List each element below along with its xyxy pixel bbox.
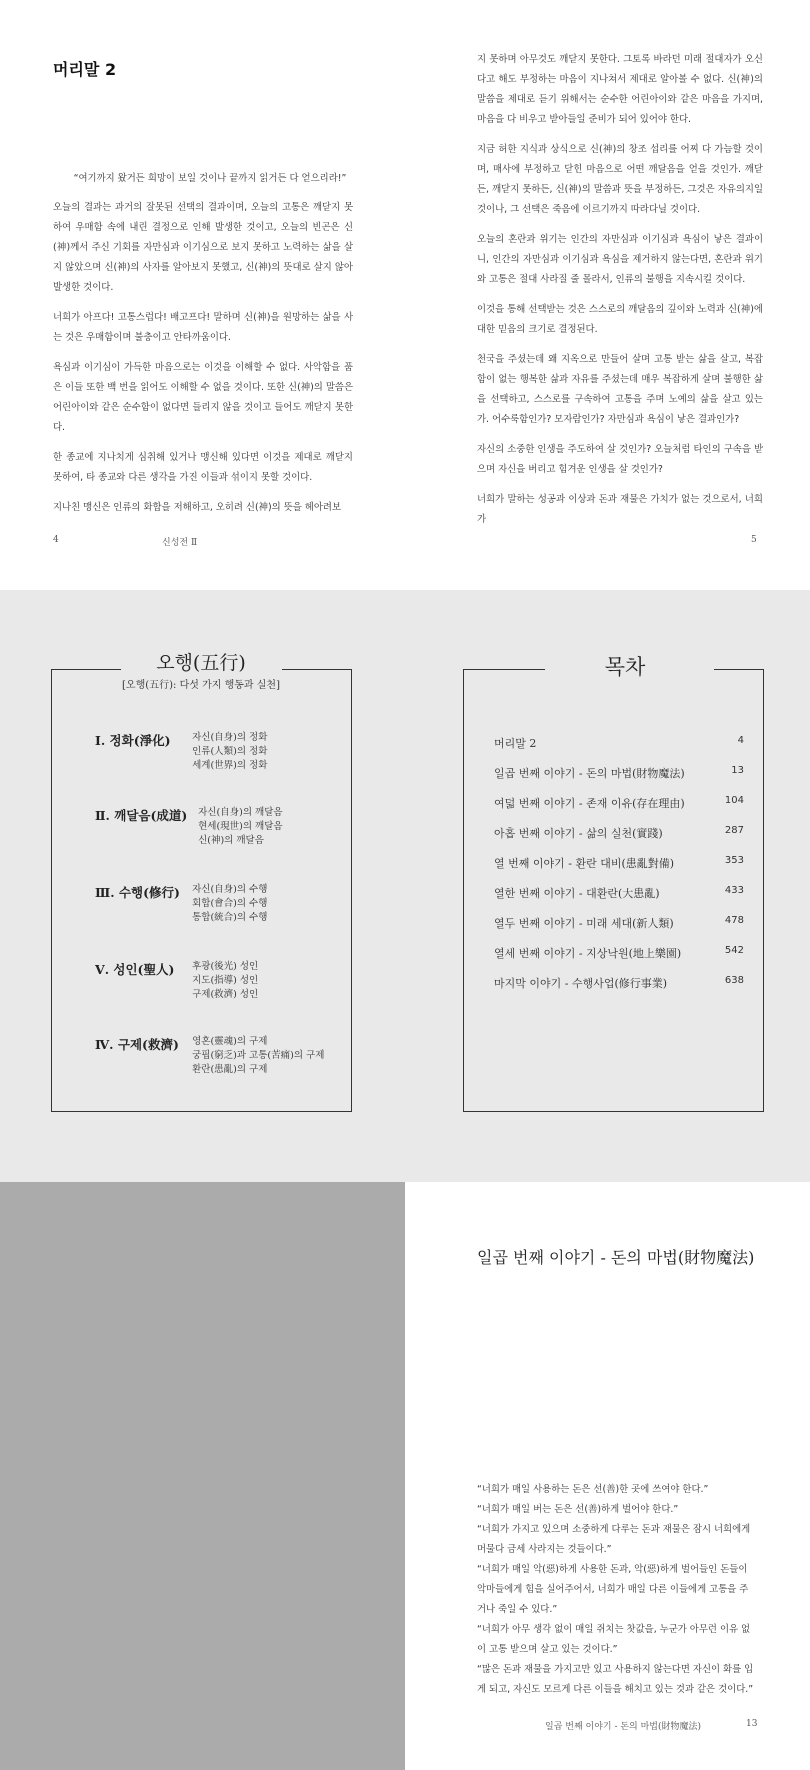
paragraph: 자신의 소중한 인생을 주도하여 살 것인가? 오늘처럼 타인의 구속을 받으며 자신을 버리고 힘겨운 인생을 살 것인가?: [477, 444, 763, 475]
paragraph: 오늘의 결과는 과거의 잘못된 선택의 결과이며, 오늘의 고통은 깨닫지 못하여 우매함 속에 내린 결정으로 인해 발생한 것이고, 오늘의 빈곤은 신(神)께서 주신 기회를 자만심과 이기심으로 보지 못하고 노력하는 삶을 살지 않았으며 신(神)의 사자를 알아보지 못했고, 신(神)의 뜻대로 살지 않아 발생한 것이다.: [53, 202, 353, 293]
ohaeng-title: 오행(五行): [156, 652, 246, 674]
paragraph: 오늘의 혼란과 위기는 인간의 자만심과 이기심과 욕심이 낳은 결과이니, 인간의 자만심과 이기심과 욕심을 제거하지 않는다면, 혼란과 위기와 고통은 절대 사라질 줄 몰라서, 인류의 불행을 지속시킬 것이다.: [477, 234, 763, 285]
ohaeng-section: [95, 960, 258, 1002]
section-items: [192, 1035, 324, 1077]
section-item: 통합(統合)의 수행: [192, 912, 268, 923]
toc-page: 104: [724, 795, 744, 806]
toc-label: 열 번째 이야기 - 환란 대비(患亂對備): [494, 857, 675, 870]
toc-entry[interactable]: [494, 795, 744, 811]
blank-gray-page: [0, 1182, 405, 1770]
paragraph: 지나친 맹신은 인류의 화합을 저해하고, 오히려 신(神)의 뜻을 헤아려보: [53, 502, 342, 513]
section-item: 영혼(靈魂)의 구제: [192, 1036, 268, 1047]
running-head: 일곱 번째 이야기 - 돈의 마법(財物魔法): [545, 1722, 702, 1732]
section-item: 회합(會合)의 수행: [192, 898, 268, 909]
preface-body-right: [477, 50, 763, 540]
page-title: 머리말 2: [53, 60, 117, 79]
section-item: 세계(世界)의 정화: [192, 760, 268, 771]
toc-label: 여덟 번째 이야기 - 존재 이유(存在理由): [494, 797, 685, 810]
toc-page: 4: [737, 735, 744, 746]
section-title: Ⅳ. 구제(救濟): [95, 1037, 179, 1052]
section-item: 자신(自身)의 정화: [192, 732, 268, 743]
toc-entry[interactable]: [494, 945, 744, 961]
toc-entry[interactable]: [494, 765, 744, 781]
toc-label: 일곱 번째 이야기 - 돈의 마법(財物魔法): [494, 767, 685, 780]
toc-entry[interactable]: [494, 885, 744, 901]
toc-label: 열두 번째 이야기 - 미래 세대(新人類): [494, 917, 674, 930]
section-item: 자신(自身)의 깨달음: [198, 807, 283, 818]
preface-quote: “여기까지 왔거든 희망이 보일 것이나 끝까지 읽거든 다 얻으리라!”: [73, 173, 347, 184]
quote-line: “너희가 아무 생각 없이 매일 쥐치는 찻값을, 누군가 아무런 이유 없이 고통 받으며 살고 있는 것이다.”: [477, 1624, 751, 1655]
toc-entry[interactable]: [494, 855, 744, 871]
section-items: [192, 731, 267, 773]
toc-label: 아홉 번째 이야기 - 삶의 실천(實踐): [494, 827, 663, 840]
paragraph: 너희가 아프다! 고통스럽다! 배고프다! 말하며 신(神)을 원망하는 삶을 사는 것은 우매함이며 불충이고 안타까움이다.: [53, 312, 353, 343]
toc-label: 머리말 2: [494, 737, 537, 750]
paragraph: 이것을 통해 선택받는 것은 스스로의 깨달음의 깊이와 노력과 신(神)에 대한 믿음의 크기로 결정된다.: [477, 304, 763, 335]
page-left-preface: [0, 0, 405, 590]
section-title: Ⅰ. 정화(淨化): [95, 733, 171, 748]
ohaeng-section: [95, 883, 267, 925]
toc-label: 열한 번째 이야기 - 대환란(大患亂): [494, 887, 660, 900]
section-item: 궁핍(窮乏)과 고통(苦痛)의 구제: [192, 1050, 325, 1061]
spread-chapter-7: [0, 1182, 810, 1770]
toc-label: 마지막 이야기 - 수행사업(修行事業): [494, 977, 668, 990]
quote-line: “많은 돈과 재물을 가지고만 있고 사용하지 않는다면 자신이 화를 입게 되고, 자신도 모르게 다른 이들을 해치고 있는 것과 같은 것이다.”: [477, 1664, 754, 1695]
spread-preface: [0, 0, 810, 590]
quote-line: “너희가 매일 버는 돈은 선(善)하게 벌어야 한다.”: [477, 1504, 679, 1515]
quote-line: “너희가 매일 악(惡)하게 사용한 돈과, 악(惡)하게 벌어들인 돈들이 악마들에게 힘을 실어주어서, 너희가 매일 다른 이들에게 고통을 주거나 죽일 수 있다.”: [477, 1564, 749, 1615]
section-item: 환란(患亂)의 구제: [192, 1064, 268, 1075]
toc-page: 13: [731, 765, 744, 776]
page-number: 13: [746, 1719, 758, 1729]
section-item: 신(神)의 깨달음: [198, 835, 264, 846]
running-head: 신성전 Ⅱ: [162, 538, 198, 548]
chapter-body: [477, 1480, 757, 1700]
paragraph: 너희가 말하는 성공과 이상과 돈과 재물은 가치가 없는 것으로서, 너희가: [477, 494, 763, 525]
spread-contents: [0, 590, 810, 1182]
toc-page: 287: [724, 825, 744, 836]
ohaeng-section: [95, 731, 267, 773]
paragraph: 한 종교에 지나치게 심취해 있거나 맹신해 있다면 이것을 제대로 깨닫지 못하여, 타 종교와 다른 생각을 가진 이들과 섞이지 못할 것이다.: [53, 452, 353, 483]
toc-label: 열세 번째 이야기 - 지상낙원(地上樂園): [494, 947, 682, 960]
section-items: [198, 806, 283, 848]
section-title: Ⅲ. 수행(修行): [95, 885, 180, 900]
page-right-preface: [405, 0, 810, 590]
section-item: 자신(自身)의 수행: [192, 884, 268, 895]
section-items: [192, 960, 258, 1002]
section-title: Ⅴ. 성인(聖人): [95, 962, 175, 977]
toc-entry[interactable]: [494, 735, 744, 751]
section-item: 구제(救濟) 성인: [192, 989, 259, 1000]
toc-page: 638: [724, 975, 744, 986]
section-title: Ⅱ. 깨달음(成道): [95, 808, 188, 823]
paragraph: 지금 허한 지식과 상식으로 신(神)의 창조 섭리를 어찌 다 가늠할 것이며, 매사에 부정하고 닫힌 마음으로 어떤 깨달음을 얻을 것인가. 깨닫든, 깨닫지 못하든, 신(神)의 말씀과 뜻을 부정하든, 그것은 자유의지일 것이나, 그 선택은 죽음에 이르기까지 따라다닐 것이다.: [477, 144, 763, 215]
ohaeng-subtitle: [오행(五行): 다섯 가지 행동과 실천]: [122, 680, 280, 691]
toc-page: 478: [724, 915, 744, 926]
section-item: 현세(現世)의 깨달음: [198, 821, 283, 832]
paragraph: 지 못하며 아무것도 깨닫지 못한다. 그토록 바라던 미래 절대자가 오신다고 해도 부정하는 마음이 지나쳐서 제대로 알아볼 수 없다. 신(神)의 말씀을 제대로 듣기 위해서는 순수한 어린아이와 같은 마음을 가지며, 마음을 다 비우고 받아들일 준비가 되어 있어야 한다.: [477, 54, 763, 125]
quote-line: “너희가 가지고 있으며 소중하게 다루는 돈과 재물은 잠시 너희에게 머물다 금세 사라지는 것들이다.”: [477, 1524, 751, 1555]
toc-entry[interactable]: [494, 915, 744, 931]
chapter-title: 일곱 번째 이야기 - 돈의 마법(財物魔法): [477, 1248, 755, 1267]
section-item: 후광(後光) 성인: [192, 961, 259, 972]
ohaeng-section: [95, 806, 283, 848]
ohaeng-section: [95, 1035, 324, 1077]
page-number: 4: [53, 535, 59, 545]
paragraph: 천국을 주셨는데 왜 지옥으로 만들어 살며 고통 받는 삶을 살고, 복잡함이 없는 행복한 삶과 자유를 주셨는데 매우 복잡하게 살며 불행한 삶을 선택하고, 스스로를 구속하여 고통을 주며 노예의 삶을 살고 있는가. 어수룩함인가? 모자람인가? 자만심과 욕심이 낳은 결과인가?: [477, 354, 763, 425]
paragraph: 욕심과 이기심이 가득한 마음으로는 이것을 이해할 수 없다. 사악함을 품은 이들 또한 백 번을 읽어도 이해할 수 없을 것이다. 또한 신(神)의 말씀은 어린아이와 같은 순수함이 없다면 들리지 않을 것이고 들어도 깨닫지 못한다.: [53, 362, 353, 433]
section-items: [192, 883, 267, 925]
section-item: 인류(人類)의 정화: [192, 746, 268, 757]
quote-line: “너희가 매일 사용하는 돈은 선(善)한 곳에 쓰여야 한다.”: [477, 1484, 709, 1495]
toc-page: 542: [724, 945, 744, 956]
toc-page: 353: [724, 855, 744, 866]
page-number: 5: [751, 535, 757, 545]
toc-title: 목차: [604, 655, 646, 679]
preface-body-left: [53, 198, 353, 528]
toc-entry[interactable]: [494, 825, 744, 841]
section-item: 지도(指導) 성인: [192, 975, 259, 986]
toc-entry[interactable]: [494, 975, 744, 991]
toc-page: 433: [724, 885, 744, 896]
